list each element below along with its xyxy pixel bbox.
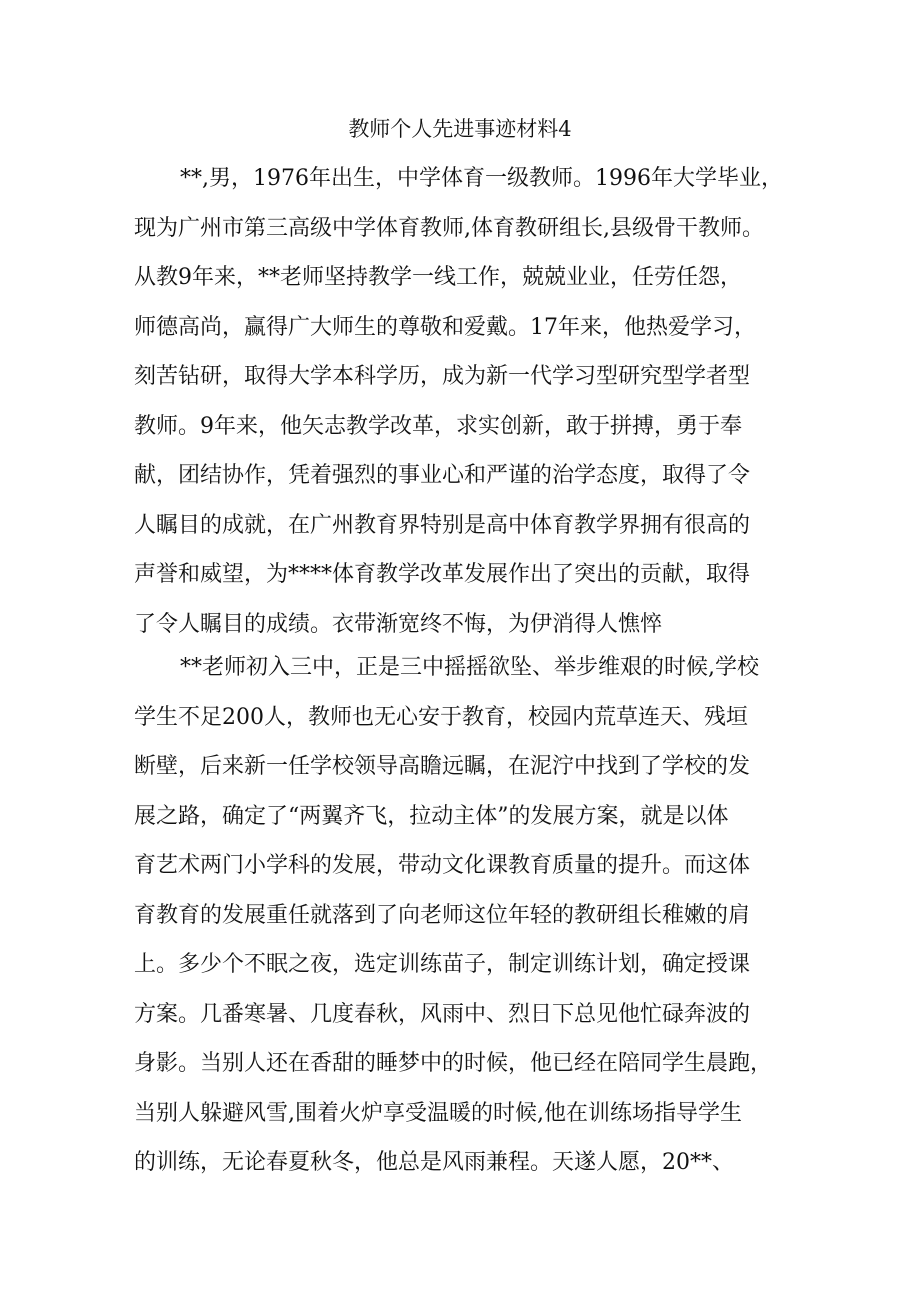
text-line: 了令人瞩目的成绩。衣带渐宽终不悔，为伊消得人憔悴 xyxy=(134,611,663,637)
text-line: 教师。9年来，他矢志教学改革，求实创新，敢于拼搏，勇于奉 xyxy=(134,413,742,439)
text-line: 从教9年来，**老师坚持教学一线工作，兢兢业业，任劳任怨， xyxy=(134,265,742,290)
text-line: 身影。当别人还在香甜的睡梦中的时候，他已经在陪同学生晨跑， xyxy=(134,1051,773,1076)
text-line: 现为广州市第三高级中学体育教师,体育教研组长,县级骨干教师。 xyxy=(134,215,764,241)
text-line: **,男，1976年出生，中学体育一级教师。1996年大学毕业， xyxy=(180,166,783,191)
text-line: 献，团结协作，凭着强烈的事业心和严谨的治学态度，取得了令 xyxy=(134,463,751,488)
text-line: 师德高尚，赢得广大师生的尊敬和爱戴。17年来，他热爱学习， xyxy=(134,314,756,340)
paragraph-1 xyxy=(134,154,783,649)
text-line: 断壁，后来新一任学校领导高瞻远瞩，在泥泞中找到了学校的发 xyxy=(134,754,751,779)
text-line: 声誉和威望，为****体育教学改革发展作出了突出的贡献，取得 xyxy=(134,562,751,587)
text-line: 展之路，确定了“两翼齐飞，拉动主体”的发展方案，就是以体 xyxy=(134,803,729,829)
text-line: 学生不足200人，教师也无心安于教育，校园内荒草连天、残垣 xyxy=(134,704,748,730)
text-line: **老师初入三中，正是三中摇摇欲坠、举步维艰的时候,学校 xyxy=(180,655,759,680)
text-line: 的训练，无论春夏秋冬，他总是风雨兼程。天遂人愿，20**、 xyxy=(134,1150,734,1175)
document-title: 教师个人先进事迹材料4 xyxy=(348,117,572,141)
text-line: 上。多少个不眠之夜，选定训练苗子，制定训练计划，确定授课 xyxy=(134,952,751,977)
text-line: 育教育的发展重任就落到了向老师这位年轻的教研组长稚嫩的肩 xyxy=(134,902,751,928)
text-line: 育艺术两门小学科的发展，带动文化课教育质量的提升。而这体 xyxy=(134,853,751,878)
text-line: 当别人躲避风雪,围着火炉享受温暖的时候,他在训练场指导学生 xyxy=(134,1100,742,1126)
text-line: 刻苦钻研，取得大学本科学历，成为新一代学习型研究型学者型 xyxy=(134,364,751,389)
text-line: 方案。几番寒暑、几度春秋，风雨中、烈日下总见他忙碌奔波的 xyxy=(134,1001,751,1027)
text-line: 人瞩目的成就，在广州教育界特别是高中体育教学界拥有很高的 xyxy=(134,512,751,538)
paragraph-2 xyxy=(134,643,772,1188)
